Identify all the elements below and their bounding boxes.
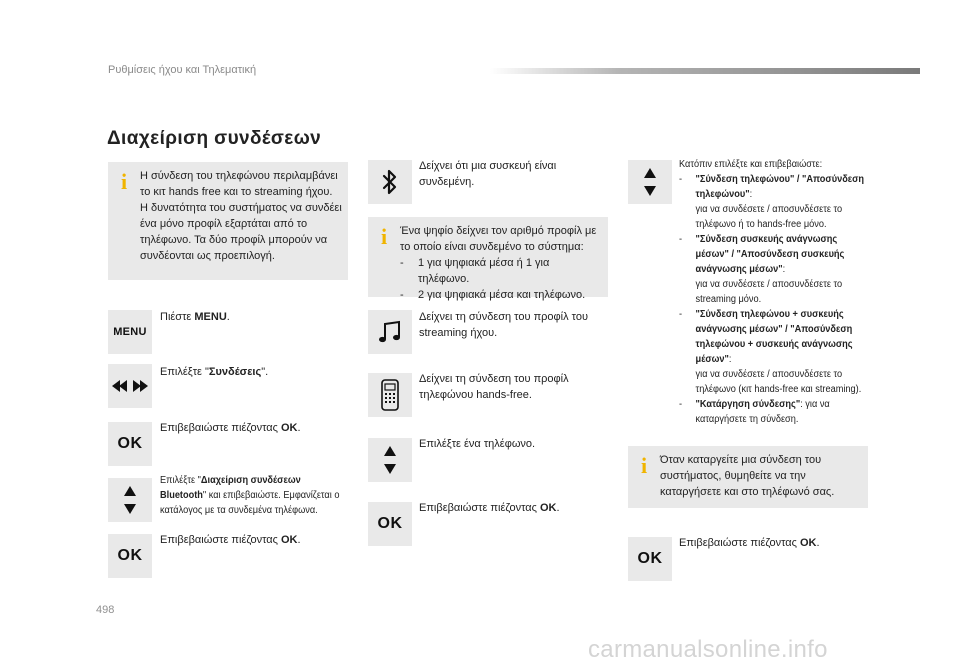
profile-list <box>400 255 602 303</box>
step-text: Πιέστε <box>160 311 195 323</box>
note-text-2: Η δυνατότητα του συστήματος να συνδέει ένα μόνο προφίλ εξαρτάται από το τηλέφωνο. Τα δύο προφίλ μπορούν να συνδέονται ως προεπιλογή. <box>140 202 342 262</box>
phone-indicator <box>368 373 412 417</box>
ok-key-label: OK <box>637 550 663 567</box>
bluetooth-description: Δείχνει ότι μια συσκευή είναι συνδεμένη. <box>419 160 557 188</box>
option-colon: : <box>782 264 786 275</box>
step-bold: Διαχείριση συνδέσεων Bluetooth <box>160 475 301 501</box>
section-header: Ρυθμίσεις ήχου και Τηλεματική <box>108 64 257 76</box>
step-select-connections <box>160 364 350 380</box>
step-text-end: . <box>297 534 301 546</box>
option-description: για να συνδέσετε / αποσυνδέσετε το τηλέφωνο ή το hands-free μόνο. <box>695 204 843 230</box>
options-block <box>679 157 868 427</box>
header-rule <box>490 68 920 74</box>
step-text: Επιβεβαιώστε πιέζοντας <box>160 534 281 546</box>
menu-button[interactable] <box>108 310 152 354</box>
step-text-end: . <box>816 537 820 549</box>
step-bold: OK <box>540 502 557 514</box>
up-down-arrows-button[interactable] <box>628 160 672 204</box>
step-text: Επιλέξτε " <box>160 366 209 378</box>
ok-key-label: OK <box>377 515 403 532</box>
step-text-end: . <box>297 422 301 434</box>
options-intro: Κατόπιν επιλέξτε και επιβεβαιώστε: <box>679 159 823 170</box>
page-title: Διαχείριση συνδέσεων <box>107 128 322 149</box>
option-description: : για να καταργήσετε τη σύνδεση. <box>695 399 830 425</box>
up-down-arrows-icon <box>123 484 137 516</box>
info-note <box>628 446 868 508</box>
music-note-icon <box>377 319 403 345</box>
option-title: "Κατάργηση σύνδεσης" <box>695 399 801 410</box>
ok-button[interactable] <box>108 534 152 578</box>
ok-button[interactable] <box>368 502 412 546</box>
menu-key-label: MENU <box>113 326 147 338</box>
option-title: "Σύνδεση τηλεφώνου + συσκευής ανάγνωσης μέσων" / "Αποσύνδεση τηλεφώνου + συσκευής ανάγνωσης μέσων" <box>695 309 853 365</box>
music-description: Δείχνει τη σύνδεση του προφίλ του streaming ήχου. <box>419 311 588 339</box>
up-down-arrows-icon <box>643 166 657 198</box>
up-down-arrows-icon <box>383 444 397 476</box>
disconnect-note-text: Όταν καταργείτε μια σύνδεση του συστήματος, θυμηθείτε να την καταργήσετε και στο τηλέφωνό σας. <box>660 454 835 498</box>
up-down-arrows-button[interactable] <box>108 478 152 522</box>
list-item <box>679 232 868 307</box>
step-manage-bluetooth <box>160 473 349 518</box>
step-text-end: . <box>556 502 560 514</box>
bluetooth-indicator <box>368 160 412 204</box>
step-confirm-ok <box>679 535 869 551</box>
info-icon: i <box>640 453 648 478</box>
step-text-end: . <box>226 311 230 323</box>
step-bold: MENU <box>194 311 227 323</box>
page-number: 498 <box>96 604 115 616</box>
bluetooth-icon <box>382 168 398 196</box>
left-right-arrows-button[interactable] <box>108 364 152 408</box>
step-bold: Συνδέσεις <box>208 366 262 378</box>
options-list <box>679 172 868 427</box>
option-description: για να συνδέσετε / αποσυνδέσετε το τηλέφωνο (κιτ hands-free και streaming). <box>695 369 862 395</box>
music-indicator <box>368 310 412 354</box>
up-down-arrows-button[interactable] <box>368 438 412 482</box>
profile-note-intro: Ένα ψηφίο δείχνει τον αριθμό προφίλ με το οποίο είναι συνδεμένο το σύστημα: <box>400 225 597 253</box>
option-colon: : <box>728 354 732 365</box>
step-text: Επιβεβαιώστε πιέζοντας <box>160 422 281 434</box>
ok-key-label: OK <box>117 435 143 452</box>
info-note <box>108 162 348 280</box>
step-press-menu <box>160 309 350 325</box>
list-item <box>679 307 868 397</box>
ok-button[interactable] <box>628 537 672 581</box>
info-note <box>368 217 608 301</box>
list-item <box>679 397 868 427</box>
step-text-end: ". <box>261 366 269 378</box>
watermark: carmanualsonline.info <box>588 636 828 663</box>
step-text-end: " και επιβεβαιώστε. Εμφανίζεται ο κατάλογος με τα συνδεμένα τηλέφωνα. <box>160 490 340 516</box>
step-text: Επιλέξτε " <box>160 475 201 486</box>
phone-keypad-icon <box>381 379 399 411</box>
info-icon: i <box>380 224 388 249</box>
step-bold: OK <box>800 537 817 549</box>
step-confirm-ok <box>160 420 350 436</box>
left-right-arrows-icon <box>112 378 148 394</box>
step-text: Επιβεβαιώστε πιέζοντας <box>419 502 540 514</box>
ok-key-label: OK <box>117 547 143 564</box>
option-colon: : <box>749 189 753 200</box>
list-item: - 2 για ψηφιακά μέσα και τηλέφωνο. <box>400 287 602 303</box>
phone-description: Δείχνει τη σύνδεση του προφίλ τηλεφώνου hands-free. <box>419 373 569 401</box>
option-description: για να συνδέσετε / αποσυνδέσετε το streaming μόνο. <box>695 279 843 305</box>
note-text-1: Η σύνδεση του τηλεφώνου περιλαμβάνει το κιτ hands free και το streaming ήχου. <box>140 170 338 198</box>
step-text: Επιβεβαιώστε πιέζοντας <box>679 537 800 549</box>
step-confirm-ok <box>160 532 350 548</box>
select-phone-text: Επιλέξτε ένα τηλέφωνο. <box>419 438 536 450</box>
step-bold: OK <box>281 534 298 546</box>
option-title: "Σύνδεση συσκευής ανάγνωσης μέσων" / "Αποσύνδεση συσκευής ανάγνωσης μέσων" <box>695 234 845 275</box>
ok-button[interactable] <box>108 422 152 466</box>
list-item <box>679 172 868 232</box>
step-bold: OK <box>281 422 298 434</box>
option-title: "Σύνδεση τηλεφώνου" / "Αποσύνδεση τηλεφώνου" <box>695 174 865 200</box>
step-confirm-ok <box>419 500 609 516</box>
list-item: - 1 για ψηφιακά μέσα ή 1 για τηλέφωνο. <box>400 255 602 287</box>
info-icon: i <box>120 169 128 194</box>
